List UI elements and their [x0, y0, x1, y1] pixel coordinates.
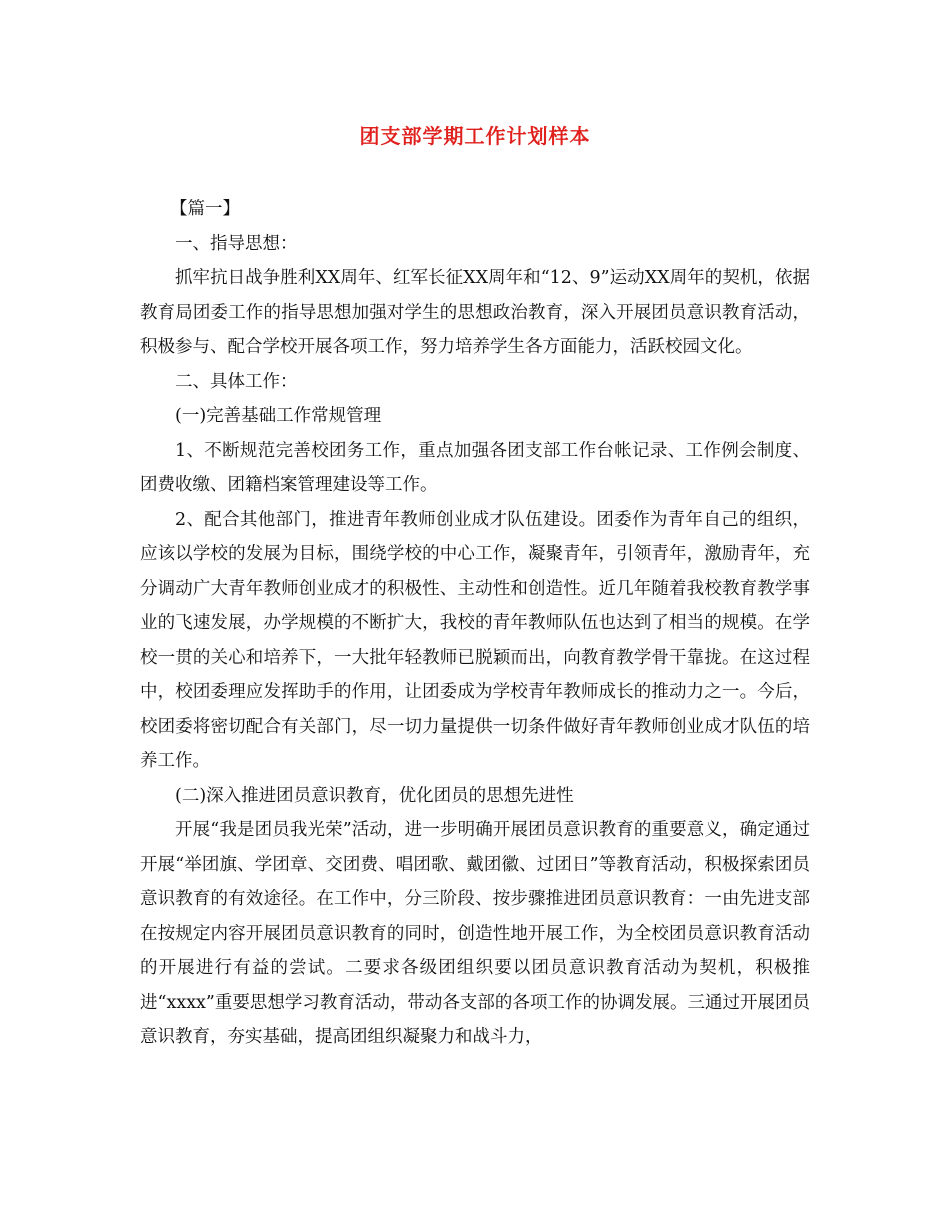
heading-guiding-ideology: 一、指导思想：: [175, 233, 298, 254]
paragraph-guiding-ideology: 抓牢抗日战争胜利XX周年、红军长征XX周年和“12、9”运动XX周年的契机，依据教育局团委工作的指导思想加强对学生的思想政治教育，深入开展团员意识教育活动，积极参与、配合学校开展各项工作，努力培养学生各方面能力，活跃校园文化。: [140, 268, 810, 357]
paragraph-item-1: 1、不断规范完善校团务工作，重点加强各团支部工作台帐记录、工作例会制度、团费收缴、团籍档案管理建设等工作。: [140, 440, 810, 495]
document-title: 团支部学期工作计划样本: [359, 124, 591, 148]
paragraph-member-awareness: 开展“我是团员我光荣”活动，进一步明确开展团员意识教育的重要意义，确定通过开展“举团旗、学团章、交团费、唱团歌、戴团徽、过团日”等教育活动，积极探索团员意识教育的有效途径。在工作中，分三阶段、按步骤推进团员意识教育：一由先进支部在按规定内容开展团员意识教育的同时，创造性地开展工作，为全校团员意识教育活动的开展进行有益的尝试。二要求各级团组织要以团员意识教育活动为契机，积极推进“xxxx”重要思想学习教育活动，带动各支部的各项工作的协调发展。三通过开展团员意识教育，夯实基础，提高团组织凝聚力和战斗力，: [140, 820, 810, 1047]
heading-specific-work: 二、具体工作：: [175, 371, 298, 392]
section-label: 【篇一】: [170, 199, 240, 219]
subheading-basic-work: (一)完善基础工作常规管理: [175, 406, 382, 426]
subheading-member-awareness: (二)深入推进团员意识教育，优化团员的思想先进性: [175, 785, 574, 806]
paragraph-item-2: 2、配合其他部门，推进青年教师创业成才队伍建设。团委作为青年自己的组织，应该以学校的发展为目标，围绕学校的中心工作，凝聚青年，引领青年，激励青年，充分调动广大青年教师创业成才的积极性、主动性和创造性。近几年随着我校教育教学事业的飞速发展，办学规模的不断扩大，我校的青年教师队伍也达到了相当的规模。在学校一贯的关心和培养下，一大批年轻教师已脱颖而出，向教育教学骨干靠拢。在这过程中，校团委理应发挥助手的作用，让团委成为学校青年教师成长的推动力之一。今后，校团委将密切配合有关部门，尽一切力量提供一切条件做好青年教师创业成才队伍的培养工作。: [140, 509, 810, 771]
document-body: [140, 192, 810, 1055]
